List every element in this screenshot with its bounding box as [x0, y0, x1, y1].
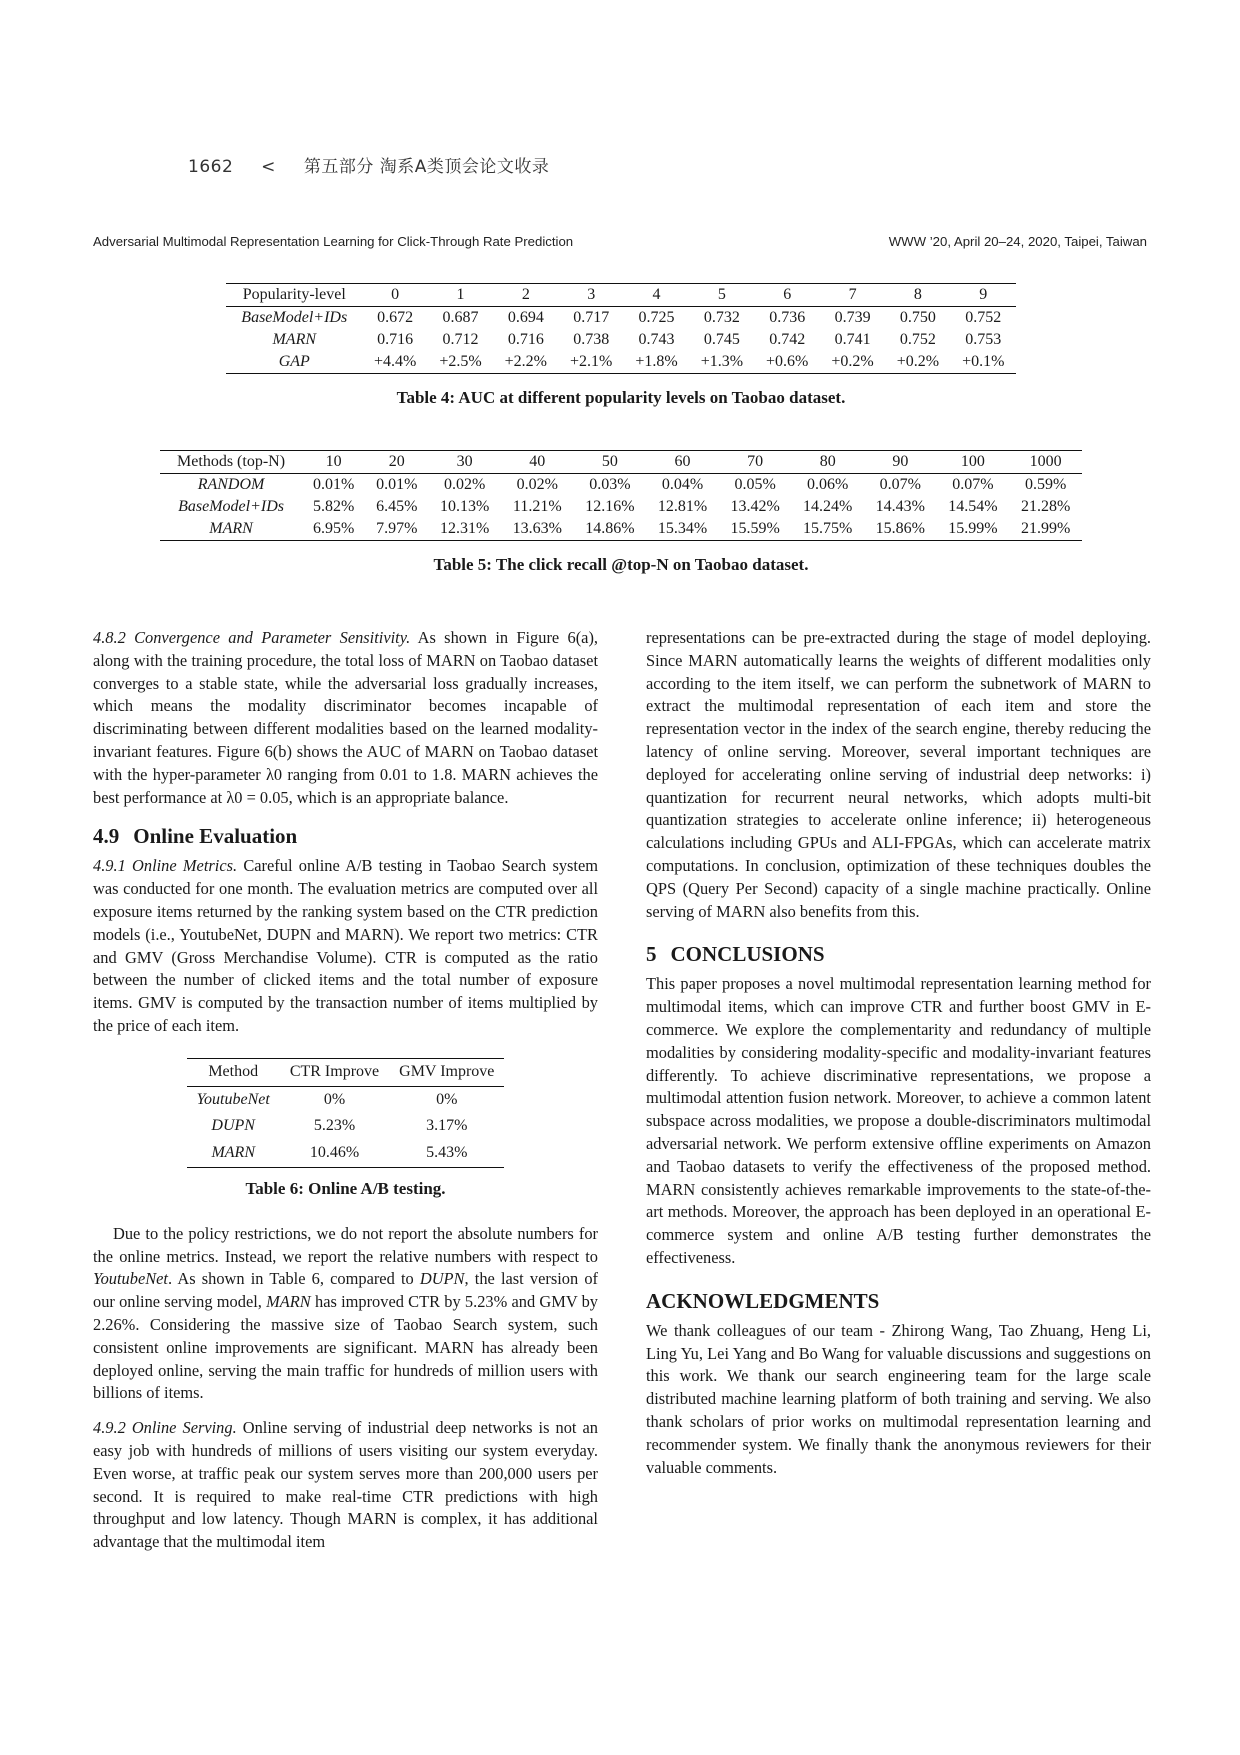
- paragraph-text: Careful online A/B testing in Taobao Search system was conducted for one month. The evaluation metrics are computed over all exposure items returned by the ranking system based on the CTR prediction models (i.e., YoutubeNet, DUPN and MARN). We report two metrics: CTR and GMV (Gross Merchandise Volume). CTR is computed as the ratio between the number of clicked items and the total number of exposure items. GMV is computed by the transaction number of items multiplied by the price of each item.: [93, 856, 598, 1035]
- paragraph-policy: [93, 1223, 598, 1405]
- table-cell: MARN: [211, 1144, 255, 1162]
- table-cell: 0.732: [703, 309, 740, 326]
- paragraph-online-metrics: [93, 855, 598, 1037]
- section-heading-online-evaluation: [93, 823, 598, 849]
- table-cell: 0.59%: [1024, 476, 1067, 493]
- table-popularity-auc: [226, 283, 1016, 374]
- table-cell: 0.738: [573, 331, 610, 348]
- table-header-row: [187, 1058, 505, 1086]
- table-header-cell: 1: [456, 286, 465, 303]
- table-cell: 0.02%: [516, 476, 558, 493]
- table-header-cell: Popularity-level: [242, 286, 346, 303]
- subsection-heading: 4.8.2 Convergence and Parameter Sensitivity.: [93, 628, 411, 647]
- table-cell: MARN: [272, 331, 317, 348]
- table-cell: 12.16%: [585, 498, 635, 515]
- table-cell: 12.81%: [657, 498, 708, 515]
- paragraph-text: Due to the policy restrictions, we do not report the absolute numbers for the online metrics. Instead, we report the relative numbers with respect to: [93, 1223, 598, 1266]
- table-cell: 21.28%: [1020, 498, 1071, 515]
- table-cell: 0.03%: [589, 476, 631, 493]
- table-cell: 0.07%: [952, 476, 994, 493]
- table-cell: +0.2%: [896, 353, 940, 370]
- table-header-cell: 6: [783, 286, 792, 303]
- table-header-cell: 60: [674, 453, 691, 470]
- table-caption: Table 6: Online A/B testing.: [245, 1178, 446, 1198]
- paragraph-text: As shown in Figure 6(a), along with the training procedure, the total loss of MARN on Taobao dataset converges to a stable state, while the adversarial loss gradually increases, which means the modality discriminator becomes incapable of discriminating between different modalities based on the learned modality-invariant features. Figure 6(b) shows the AUC of MARN on Taobao dataset with the hyper-parameter λ0 ranging from 0.01 to 1.8. MARN achieves the best performance at λ0 = 0.05, which is an appropriate balance.: [93, 628, 598, 807]
- table-header-cell: 1000: [1029, 453, 1062, 470]
- table-header-cell: Method: [208, 1062, 259, 1080]
- table-cell: 0.750: [899, 309, 936, 326]
- table-cell: 14.43%: [875, 498, 925, 515]
- table-cell: +1.3%: [700, 353, 744, 370]
- table-cell: +2.1%: [570, 353, 613, 370]
- table-cell: 0%: [436, 1090, 458, 1108]
- table-cell: +0.6%: [766, 353, 809, 370]
- table-row: [187, 1140, 505, 1167]
- section-title: CONCLUSIONS: [670, 942, 825, 967]
- table-cell: +0.1%: [962, 353, 1005, 370]
- table-row: [226, 307, 1016, 330]
- table-cell: 15.34%: [657, 520, 708, 537]
- table-click-recall: [160, 450, 1082, 541]
- section-heading-acknowledgments: ACKNOWLEDGMENTS: [646, 1288, 880, 1313]
- running-head-title: Adversarial Multimodal Representation Learning for Click-Through Rate Prediction: [93, 234, 574, 249]
- table-row: [160, 518, 1082, 541]
- table-cell: 3.17%: [426, 1117, 468, 1135]
- table-row: [226, 329, 1016, 351]
- table-cell: 5.82%: [312, 498, 355, 515]
- table-cell: 0.742: [769, 331, 806, 348]
- table-cell: 0.01%: [376, 476, 418, 493]
- paragraph-serving-continued: representations can be pre-extracted during the stage of model deploying. Since MARN automatically learns the weights of different modalities only according to the item itself, we can perform the subnetwork of MARN to extract the multimodal representation of each item and store the representation vector in the index of the search engine, thereby reducing the latency of online serving. Moreover, several important techniques are deployed for accelerating online serving of industrial deep networks: i) quantization for recurrent neural networks, which adopts multi-bit quantization strategies to accelerate online inference; ii) heterogeneous calculations including GPUs and ALI-FPGAs, which can accelerate matrix computations. In conclusion, optimization of these techniques doubles the QPS (Query Per Second) capacity of a single machine practically. Online serving of MARN also benefits from this.: [646, 628, 1151, 921]
- paragraph-text: . As shown in Table 6, compared to: [167, 1269, 420, 1289]
- table-cell: 0.725: [638, 309, 675, 326]
- running-head: [93, 234, 1147, 249]
- table-header-cell: 10: [325, 453, 342, 470]
- table-header-cell: 20: [388, 453, 405, 470]
- running-head-venue: WWW ’20, April 20–24, 2020, Taipei, Taiwan: [888, 234, 1147, 249]
- table-cell: 6.45%: [376, 498, 418, 515]
- table-cell: 14.54%: [948, 498, 998, 515]
- table-cell: 0.712: [442, 331, 479, 348]
- table-cell: DUPN: [211, 1117, 255, 1135]
- table-header-cell: 5: [717, 286, 726, 303]
- paragraph-text: , the last version of our online serving model,: [93, 1269, 598, 1312]
- subsection-heading: 4.9.1 Online Metrics.: [93, 856, 238, 876]
- table-cell: 5.43%: [426, 1144, 468, 1162]
- left-column: [93, 627, 598, 1554]
- table-cell: 13.63%: [512, 520, 562, 537]
- table-cell: 0.753: [965, 331, 1002, 348]
- table-cell: 0.743: [638, 331, 675, 348]
- table-header-cell: 40: [529, 453, 546, 470]
- table-cell: 0%: [323, 1090, 346, 1108]
- table-header-cell: 30: [456, 453, 473, 470]
- table-cell: 10.46%: [309, 1144, 360, 1162]
- table-header-cell: 70: [747, 453, 764, 470]
- table-cell: 13.42%: [730, 498, 780, 515]
- table-cell: +4.4%: [373, 353, 417, 370]
- table-cell: 0.752: [965, 309, 1002, 326]
- table-cell: 15.86%: [875, 520, 925, 537]
- paragraph-convergence: [93, 627, 598, 809]
- table-cell: 0.687: [442, 309, 479, 326]
- table-cell: BaseModel+IDs: [178, 498, 284, 515]
- table-row: [160, 474, 1082, 497]
- table-header-cell: 0: [391, 286, 400, 303]
- table-cell: +2.5%: [439, 353, 482, 370]
- emphasis: MARN: [266, 1292, 311, 1312]
- table-online-ab: [187, 1058, 505, 1168]
- table-cell: 0.739: [834, 309, 871, 326]
- paragraph-text: has improved CTR by 5.23% and GMV by 2.26%. Considering the massive size of Taobao Search system, such consistent online improvements are significant. MARN has already been deployed online, serving the main traffic for hundreds of million users with billions of items.: [93, 1292, 598, 1403]
- table-header-cell: GMV Improve: [399, 1062, 495, 1080]
- table-header-cell: Methods (top-N): [177, 453, 286, 470]
- table-cell: RANDOM: [197, 476, 265, 493]
- table-cell: 0.745: [703, 331, 740, 348]
- table-header-cell: 9: [979, 286, 988, 303]
- table-cell: 0.717: [573, 309, 610, 326]
- table-cell: +0.2%: [831, 353, 874, 370]
- emphasis: YoutubeNet: [93, 1269, 168, 1289]
- table-header-cell: 90: [892, 453, 909, 470]
- table-caption: Table 5: The click recall @top-N on Taobao dataset.: [433, 555, 809, 574]
- table-cell: 7.97%: [376, 520, 418, 537]
- paragraph-acknowledgments: We thank colleagues of our team - Zhirong Wang, Tao Zhuang, Heng Li, Ling Yu, Lei Yang and Bo Wang for valuable discussions and suggestions on this work. We thank our search engineering team for the large scale distributed machine learning platform of both training and serving. We also thank scholars of prior works on multimodal representation learning and recommender system. We finally thank the anonymous reviewers for their valuable comments.: [646, 1320, 1151, 1477]
- table-cell: 0.04%: [661, 476, 704, 493]
- table-cell: 0.07%: [879, 476, 921, 493]
- table-header-cell: 2: [521, 286, 530, 303]
- table-header-cell: 50: [601, 453, 618, 470]
- table-cell: 10.13%: [440, 498, 490, 515]
- emphasis: DUPN: [419, 1269, 465, 1289]
- table-cell: BaseModel+IDs: [241, 309, 348, 326]
- book-page-number: 1662: [188, 157, 234, 177]
- table-row: [160, 496, 1082, 518]
- section-title: Online Evaluation: [133, 824, 298, 849]
- table-cell: +1.8%: [635, 353, 678, 370]
- table-cell: GAP: [278, 353, 310, 370]
- table-header-cell: 7: [848, 286, 857, 303]
- table-row: [226, 351, 1016, 374]
- table-cell: 0.752: [899, 331, 936, 348]
- paragraph-text: Online serving of industrial deep networks is not an easy job with hundreds of millions of users visiting our system everyday. Even worse, at traffic peak our system serves more than 200,000 users per second. It is required to make real-time CTR predictions with high throughput and low latency. Though MARN is complex, it has additional advantage that the multimodal item: [93, 1418, 598, 1552]
- table-cell: MARN: [209, 520, 253, 537]
- table-cell: 6.95%: [312, 520, 355, 537]
- table-cell: 0.741: [834, 331, 871, 348]
- table-header-cell: 3: [587, 286, 596, 303]
- table-cell: 0.716: [507, 331, 544, 348]
- paragraph-conclusions: This paper proposes a novel multimodal representation learning method for multimodal items, which can improve CTR and further boost GMV in E-commerce. We explore the complementarity and redundancy of multiple modalities by considering modality-specific and modality-invariant features differently. To achieve discriminative representations, we propose a multimodal attention fusion network. Moreover, to achieve a common latent subspace across modalities, we propose a double-discriminators multimodal adversarial network. We perform extensive offline experiments on Amazon and Taobao datasets to verify the effectiveness of the proposed method. MARN consistently achieves remarkable improvements to the state-of-the-art methods. Moreover, the approach has been deployed in an operational E-commerce system and online A/B testing further demonstrates the effectiveness.: [646, 974, 1151, 1267]
- table-header-cell: CTR Improve: [289, 1062, 380, 1080]
- table-row: [187, 1086, 505, 1113]
- table-cell: 0.716: [377, 331, 414, 348]
- section-number: 5: [646, 942, 657, 967]
- section-heading-conclusions: [646, 941, 1151, 967]
- right-column: [646, 627, 1151, 1479]
- table-header-row: [160, 451, 1082, 474]
- table-cell: 0.694: [507, 309, 544, 326]
- table-cell: 12.31%: [440, 520, 490, 537]
- table-cell: 14.24%: [803, 498, 853, 515]
- table-caption: Table 4: AUC at different popularity levels on Taobao dataset.: [396, 388, 846, 407]
- table-cell: 0.06%: [807, 476, 849, 493]
- table-cell: 5.23%: [313, 1117, 356, 1135]
- table-cell: 15.75%: [803, 520, 853, 537]
- table-header-row: [226, 284, 1016, 307]
- table-header-cell: 4: [652, 286, 661, 303]
- table-cell: 15.59%: [730, 520, 780, 537]
- book-header: [188, 152, 571, 177]
- table-cell: 15.99%: [948, 520, 998, 537]
- table-header-cell: 100: [960, 453, 985, 470]
- table-cell: 0.736: [769, 309, 806, 326]
- table-cell: +2.2%: [504, 353, 548, 370]
- table-header-cell: 8: [913, 286, 922, 303]
- table-cell: 0.01%: [312, 476, 355, 493]
- table-cell: 11.21%: [512, 498, 562, 515]
- table-cell: 0.05%: [734, 476, 776, 493]
- book-part-title: 第五部分 淘系A类顶会论文收录: [303, 157, 550, 177]
- book-arrow: <: [261, 157, 276, 177]
- subsection-heading: 4.9.2 Online Serving.: [93, 1418, 237, 1438]
- table-cell: 14.86%: [585, 520, 635, 537]
- section-number: 4.9: [93, 824, 120, 849]
- table-cell: 21.99%: [1020, 520, 1071, 537]
- table-row: [187, 1113, 505, 1140]
- table-cell: YoutubeNet: [196, 1090, 270, 1108]
- paragraph-online-serving: [93, 1417, 598, 1554]
- table-header-cell: 80: [819, 453, 836, 470]
- table-cell: 0.672: [377, 309, 414, 326]
- table-cell: 0.02%: [444, 476, 486, 493]
